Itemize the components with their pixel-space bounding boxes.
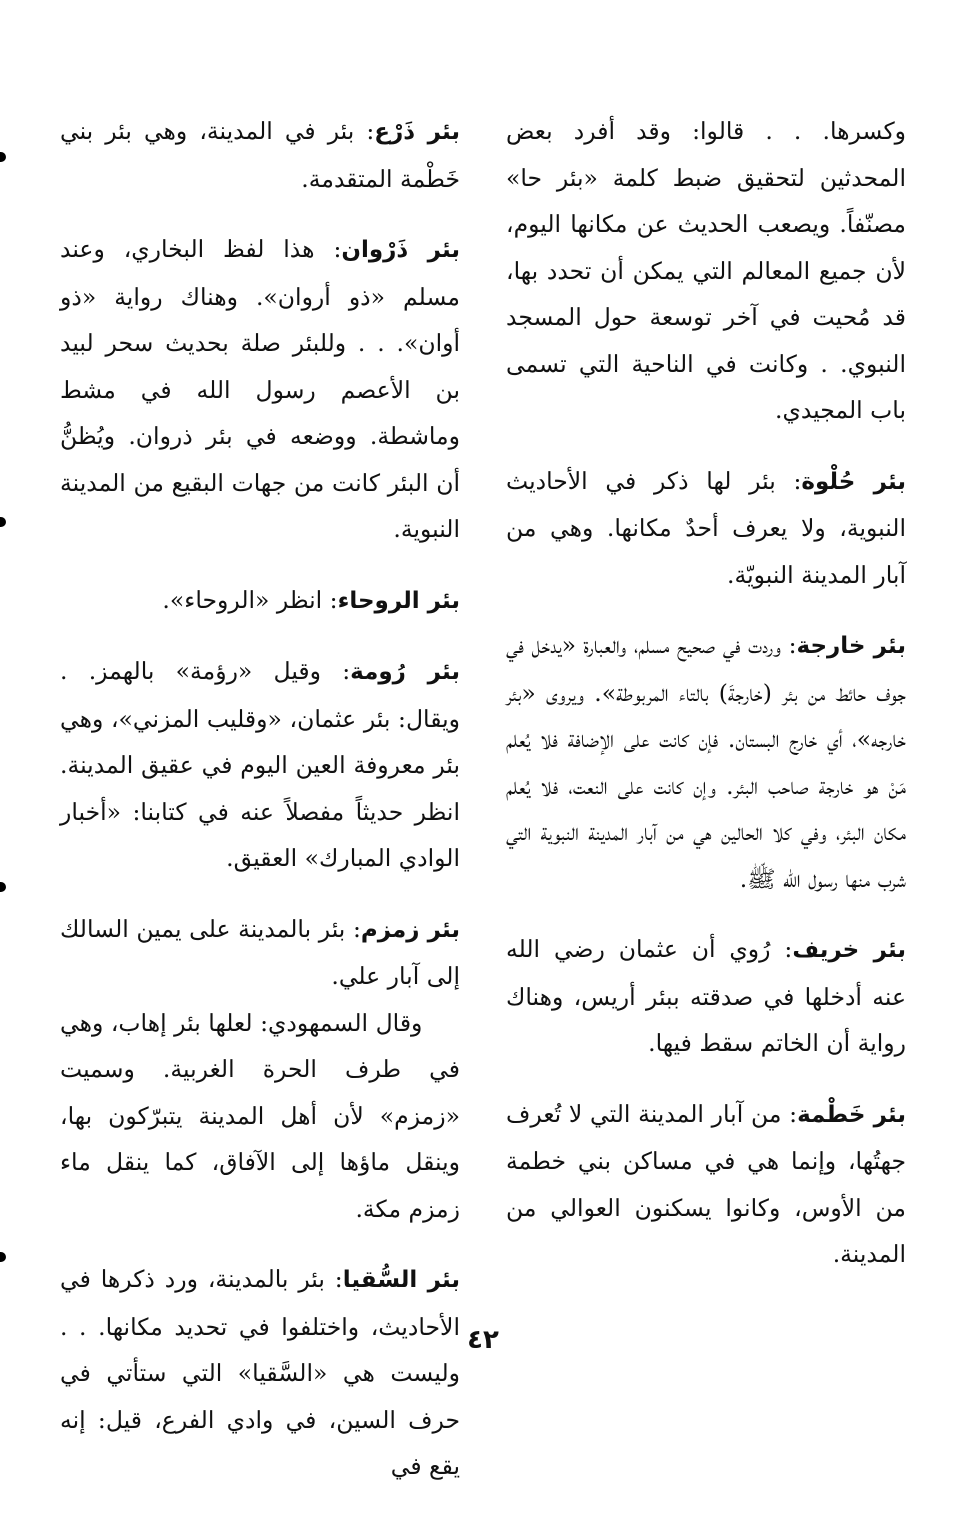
entry-text-continued: وقال السمهودي: لعلها بئر إهاب، وهي في طرف الحرة الغربية. وسميت «زمزم» لأن أهل المدينة يتبرّكون بها، وينقل ماؤها إلى الآفاق، كما ينقل ماء زمزم مكة.: [60, 1008, 460, 1223]
entry-text: وكسرها. . . قالوا: وقد أفرد بعض المحدثين لتحقيق ضبط كلمة «بئر حا» مصنّفاً. ويصعب الحديث عن مكانها اليوم، لأن جميع المعالم التي يمكن أن تحدد بها، قد مُحيت في آخر توسعة حول المسجد النبوي. . وكانت في الناحية التي تسمى باب المجيدي.: [506, 117, 906, 424]
entry-text: : وقيل «رؤمة» بالهمز. . ويقال: بئر عثمان، «وقليب المزني»، وهي بئر معروفة العين اليوم في عقيق المدينة. انظر حديثاً مفصلاً عنه في كتابنا: «أخبار الوادي المبارك» العقيق.: [60, 657, 460, 872]
right-column: [506, 108, 906, 1302]
entry-bir-kharija: [506, 622, 906, 902]
entry-bir-hulwa: [506, 458, 906, 599]
entry-bir-ruma: [60, 648, 460, 882]
entry-text: : بئر في المدينة، وهي بئر بني خَطْمة المتقدمة.: [60, 117, 460, 193]
entry-text: : بئر بالمدينة على يمين السالك إلى آبار علي.: [60, 914, 460, 990]
entry-title: بئر زمزم: [360, 916, 460, 943]
entry-bir-dhar: [60, 108, 460, 202]
entry-text: : رُوي أن عثمان رضي الله عنه أدخلها في صدقته ببئر أريس، وهناك رواية أن الخاتم سقط فيها.: [506, 935, 906, 1057]
entry-bir-kharif: [506, 926, 906, 1067]
entry-text: : بئر بالمدينة، ورد ذكرها في الأحاديث، واختلفوا في تحديد مكانها. . . وليست هي «السَّقيا» التي ستأتي في حرف السين، في وادي الفرع، قيل: إنه يقع في: [60, 1265, 460, 1480]
left-column: [60, 108, 460, 1514]
entry-text: : بئر لها ذكر في الأحاديث النبوية، ولا يعرف أحدٌ مكانها. وهي من آبار المدينة النبويّة.: [506, 466, 906, 589]
entry-bir-suqya: [60, 1256, 460, 1490]
page-number: ٤٢: [467, 1325, 499, 1355]
entry-title: بئر خارجة: [796, 633, 906, 659]
scan-edge-mark: [0, 517, 6, 527]
entry-title: بئر رُومة: [350, 659, 460, 685]
entry-text: : انظر «الروحاء».: [162, 585, 338, 614]
entry-title: بئر السُّقيا: [342, 1267, 460, 1293]
entry-bir-rawha: [60, 577, 460, 625]
entry-title: بئر حُلْوة: [801, 468, 906, 495]
entry-continuation: [506, 108, 906, 434]
entry-title: بئر ذَرْوان: [341, 237, 460, 263]
entry-bir-dharwan: [60, 226, 460, 553]
entry-bir-zamzam: [60, 906, 460, 1233]
scan-edge-mark: [0, 882, 6, 892]
entry-text: : هذا لفظ البخاري، وعند مسلم «ذو أروان». وهناك رواية «ذو أوان». . . وللبئر صلة بحديث سحر لبيد بن الأعصم رسول الله في مشط وماشطة. ووضعه في بئر ذروان. ويُظنُّ أن البئر كانت من جهات البقيع من المدينة النبوية.: [60, 235, 460, 543]
entry-title: بئر ذَرْع: [374, 119, 460, 145]
entry-text: : وردت في صحيح مسلم، والعبارة «يدخل في جوف حائط من بئر (خارجةَ) بالتاء المربوطة». ويروى «بئر خارجه»، أي خارج البستان. فإن كانت على الإضافة فلا يُعلم مَنْ هو خارجة صاحب البئر. وإن كانت على النعت، فلا يُعلم مكان البئر، وفي كلا الحالين هي من آبار المدينة النبوية التي شرب منها رسول الله ﷺ.: [506, 631, 906, 893]
entry-bir-khatma: [506, 1091, 906, 1278]
scan-edge-mark: [0, 152, 6, 162]
entry-title: بئر الروحاء: [337, 587, 460, 614]
entry-title: بئر خريف: [792, 937, 906, 963]
scan-edge-mark: [0, 1252, 6, 1262]
entry-title: بئر خَطْمة: [797, 1101, 906, 1128]
entry-text: : من آبار المدينة التي لا تُعرف جهتُها، وإنما هي في مساكن بني خطمة من الأوس، وكانوا يسكنون العوالي من المدينة.: [506, 1099, 906, 1268]
